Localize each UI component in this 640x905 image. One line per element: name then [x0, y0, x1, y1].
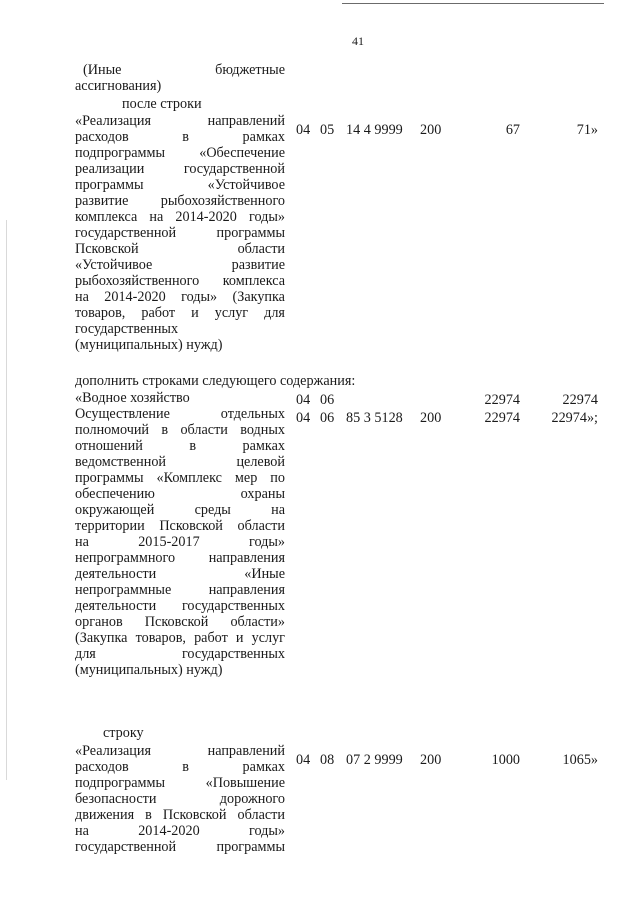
word: «Реализация — [75, 743, 151, 759]
word: охраны — [240, 486, 285, 502]
text-line — [75, 823, 285, 839]
word: области — [237, 241, 285, 257]
word: программы — [75, 470, 144, 486]
word: расходов — [75, 759, 129, 775]
text-line — [75, 614, 285, 630]
word: работ — [194, 630, 228, 646]
amount-2015: 1000 — [491, 752, 520, 768]
word: «Устойчивое — [207, 177, 285, 193]
word: по — [270, 470, 285, 486]
word: (Закупка — [75, 630, 128, 646]
subsection-code: 06 — [320, 410, 335, 426]
word: отношений — [75, 438, 143, 454]
word: на — [75, 289, 89, 305]
word: годы» — [249, 209, 285, 225]
section-code: 04 — [296, 392, 311, 408]
word: окружающей — [75, 502, 155, 518]
page-number: 41 — [352, 34, 364, 48]
word: программы — [216, 839, 285, 855]
text-line — [75, 129, 285, 145]
text-line — [75, 438, 285, 454]
word: непрограммного — [75, 550, 176, 566]
word: области — [180, 422, 228, 438]
word: программы — [216, 225, 285, 241]
word: рыбохозяйственного — [160, 193, 285, 209]
word: государственных — [181, 598, 285, 614]
text-line — [75, 775, 285, 791]
word: деятельности — [75, 566, 157, 582]
word: безопасности — [75, 791, 157, 807]
word: работ — [141, 305, 176, 321]
word: государственной — [183, 161, 285, 177]
word: комплекса — [75, 209, 138, 225]
word: развитие — [231, 257, 285, 273]
word: ведомственной — [75, 454, 167, 470]
word: 2014-2020 — [138, 823, 200, 839]
word: (Закупка — [232, 289, 285, 305]
word: в — [182, 759, 189, 775]
target-article-code: 14 4 9999 — [346, 122, 403, 138]
text-line — [75, 743, 285, 759]
amount-2016: 71» — [576, 122, 598, 138]
text-line — [75, 454, 285, 470]
word: «Обеспечение — [199, 145, 285, 161]
text-line: после строки — [122, 96, 202, 112]
word: области — [237, 518, 285, 534]
target-article-code: 07 2 9999 — [346, 752, 403, 768]
word: целевой — [236, 454, 285, 470]
word: Осуществление — [75, 406, 170, 422]
word: Псковской — [159, 518, 223, 534]
text-line: строку — [103, 725, 144, 741]
text-line — [75, 470, 285, 486]
word: «Реализация — [75, 113, 151, 129]
expense-type-code: 200 — [420, 410, 442, 426]
word: на — [75, 823, 89, 839]
word: отдельных — [220, 406, 285, 422]
section-code: 04 — [296, 122, 311, 138]
text-line — [75, 209, 285, 225]
subsection-code: 06 — [320, 392, 335, 408]
word: «Повышение — [205, 775, 285, 791]
word: в — [182, 129, 189, 145]
expense-type-code: 200 — [420, 122, 442, 138]
text-line: (муниципальных) нужд) — [75, 337, 223, 353]
text-line: дополнить строками следующего содержания: — [75, 373, 356, 389]
amount-2016: 22974 — [562, 392, 598, 408]
text-line: ассигнования) — [75, 78, 162, 94]
word: услуг — [251, 630, 285, 646]
word: Псковской — [162, 807, 227, 823]
amount-2015: 67 — [505, 122, 520, 138]
word: Псковской — [75, 241, 139, 257]
text-line — [75, 193, 285, 209]
word: товаров, — [75, 305, 126, 321]
word: рамках — [242, 759, 285, 775]
word: на — [149, 209, 164, 225]
text-line — [75, 759, 285, 775]
word: (Иные — [83, 62, 122, 78]
text-line — [75, 630, 285, 646]
word: «Иные — [244, 566, 285, 582]
text-line — [75, 273, 285, 289]
text-line — [75, 161, 285, 177]
word: движения — [75, 807, 135, 823]
word: 2014-2020 — [104, 289, 166, 305]
word: органов — [75, 614, 123, 630]
word: рамках — [242, 438, 285, 454]
word: рамках — [242, 129, 285, 145]
amount-2016: 22974»; — [551, 410, 598, 426]
word: для — [264, 305, 285, 321]
text-line — [75, 257, 285, 273]
word: товаров, — [135, 630, 186, 646]
amount-2015: 22974 — [484, 392, 520, 408]
word: 2014-2020 — [175, 209, 237, 225]
word: подпрограммы — [75, 145, 165, 161]
word: годы» — [249, 534, 285, 550]
target-article-code: 85 3 5128 — [346, 410, 403, 426]
text-line: (муниципальных) нужд) — [75, 662, 223, 678]
word: водных — [240, 422, 285, 438]
word: «Комплекс — [156, 470, 222, 486]
word: направлений — [207, 743, 285, 759]
text-line — [75, 518, 285, 534]
word: в — [145, 807, 152, 823]
text-line — [75, 145, 285, 161]
word: на — [271, 502, 285, 518]
word: государственной — [75, 225, 177, 241]
word: для — [75, 646, 96, 662]
word: Псковской — [144, 614, 209, 630]
word: государственных — [181, 646, 285, 662]
text-line — [75, 177, 285, 193]
word: подпрограммы — [75, 775, 165, 791]
word: среды — [194, 502, 231, 518]
word: бюджетные — [215, 62, 285, 78]
expense-type-code: 200 — [420, 752, 442, 768]
section-code: 04 — [296, 410, 311, 426]
word: в — [161, 422, 169, 438]
word: в — [189, 438, 197, 454]
word: развитие — [75, 193, 129, 209]
text-line — [75, 113, 285, 129]
scan-top-border-line — [342, 3, 604, 4]
word: деятельности — [75, 598, 157, 614]
word: программы — [75, 177, 144, 193]
word: направлений — [207, 113, 285, 129]
word: полномочий — [75, 422, 150, 438]
word: 2015-2017 — [138, 534, 200, 550]
word: направления — [208, 582, 285, 598]
word: области» — [230, 614, 285, 630]
subsection-code: 08 — [320, 752, 335, 768]
word: территории — [75, 518, 145, 534]
word: и — [235, 630, 244, 646]
subsection-code: 05 — [320, 122, 335, 138]
text-line — [75, 289, 285, 305]
word: непрограммные — [75, 582, 172, 598]
amount-2016: 1065» — [562, 752, 598, 768]
word: рыбохозяйственного — [75, 273, 200, 289]
text-line: «Водное хозяйство — [75, 390, 190, 406]
word: мер — [234, 470, 258, 486]
word: обеспечению — [75, 486, 155, 502]
word: и — [191, 305, 199, 321]
word: расходов — [75, 129, 129, 145]
text-line — [75, 582, 285, 598]
text-line — [75, 486, 285, 502]
text-line — [75, 502, 285, 518]
text-line — [75, 422, 285, 438]
text-line — [75, 534, 285, 550]
word: реализации — [75, 161, 145, 177]
text-line: государственных — [75, 321, 179, 337]
text-line — [75, 807, 285, 823]
text-line — [83, 62, 285, 78]
text-line — [75, 791, 285, 807]
text-line — [75, 839, 285, 855]
word: годы» — [249, 823, 285, 839]
word: годы» — [181, 289, 218, 305]
word: государственной — [75, 839, 177, 855]
word: «Устойчивое — [75, 257, 153, 273]
scan-left-edge-shadow — [6, 220, 7, 780]
text-line — [75, 566, 285, 582]
text-line — [75, 646, 285, 662]
amount-2015: 22974 — [484, 410, 520, 426]
word: на — [75, 534, 89, 550]
word: услуг — [214, 305, 249, 321]
section-code: 04 — [296, 752, 311, 768]
text-line — [75, 305, 285, 321]
word: комплекса — [222, 273, 285, 289]
text-line — [75, 225, 285, 241]
text-line — [75, 550, 285, 566]
text-line — [75, 598, 285, 614]
text-line — [75, 241, 285, 257]
word: области — [237, 807, 285, 823]
word: направления — [208, 550, 285, 566]
word: дорожного — [219, 791, 285, 807]
text-line — [75, 406, 285, 422]
